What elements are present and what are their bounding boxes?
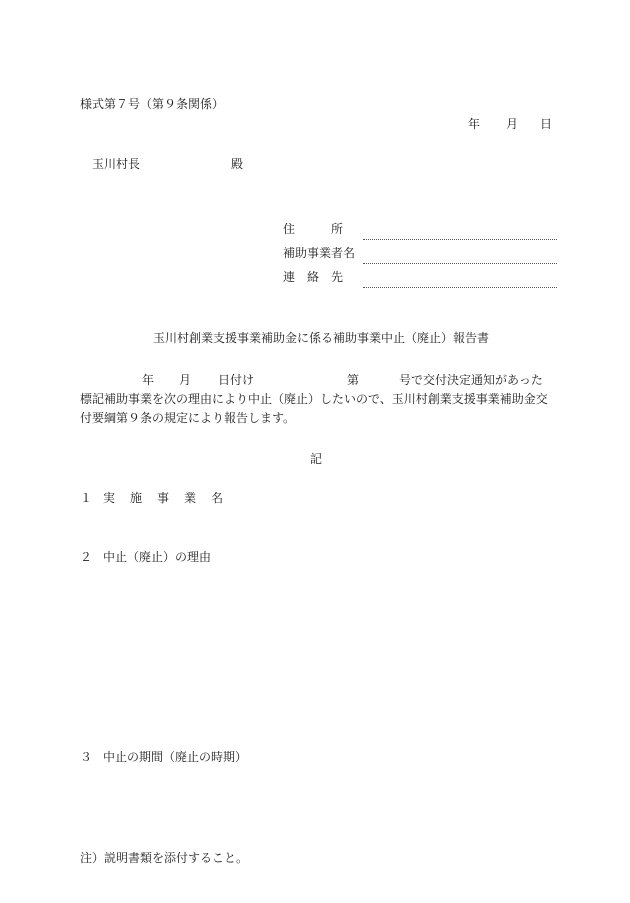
date-day-label: 日 [540,117,553,131]
document-title: 玉川村創業支援事業補助金に係る補助事業中止（廃止）報告書 [153,331,490,345]
contact-label: 連 絡 先 [283,270,344,284]
body-dai-label: 第 [347,373,360,387]
form-number: 様式第７号（第９条関係） [80,97,225,111]
ki-marker: 記 [310,452,323,466]
item-1-number: １ [80,491,93,505]
addressee-name: 玉川村長 [92,157,141,171]
body-dated-label: 日付け [218,373,255,387]
body-line3: 付要綱第９条の規定により報告します。 [80,411,296,425]
address-field[interactable] [363,239,557,240]
body-year-label: 年 [142,373,155,387]
date-month-label: 月 [506,117,519,131]
contact-field[interactable] [363,287,557,288]
item-2-label: 中止（廃止）の理由 [103,550,212,564]
applicant-name-label: 補助事業者名 [283,246,356,260]
item-3-number: ３ [80,750,93,764]
note: 注）説明書類を添付すること。 [80,851,249,865]
body-month-label: 月 [179,373,192,387]
addressee-honorific: 殿 [231,157,244,171]
item-1-label: 実施事業名 [103,491,239,505]
applicant-name-field[interactable] [363,263,557,264]
item-3-label: 中止の期間（廃止の時期） [103,750,248,764]
body-line1-rest: 号で交付決定通知があった [399,373,543,387]
body-line2: 標記補助事業を次の理由により中止（廃止）したいので、玉川村創業支援事業補助金交 [80,392,548,406]
date-year-label: 年 [468,117,481,131]
address-label: 住 所 [283,222,344,236]
item-2-number: ２ [80,550,93,564]
